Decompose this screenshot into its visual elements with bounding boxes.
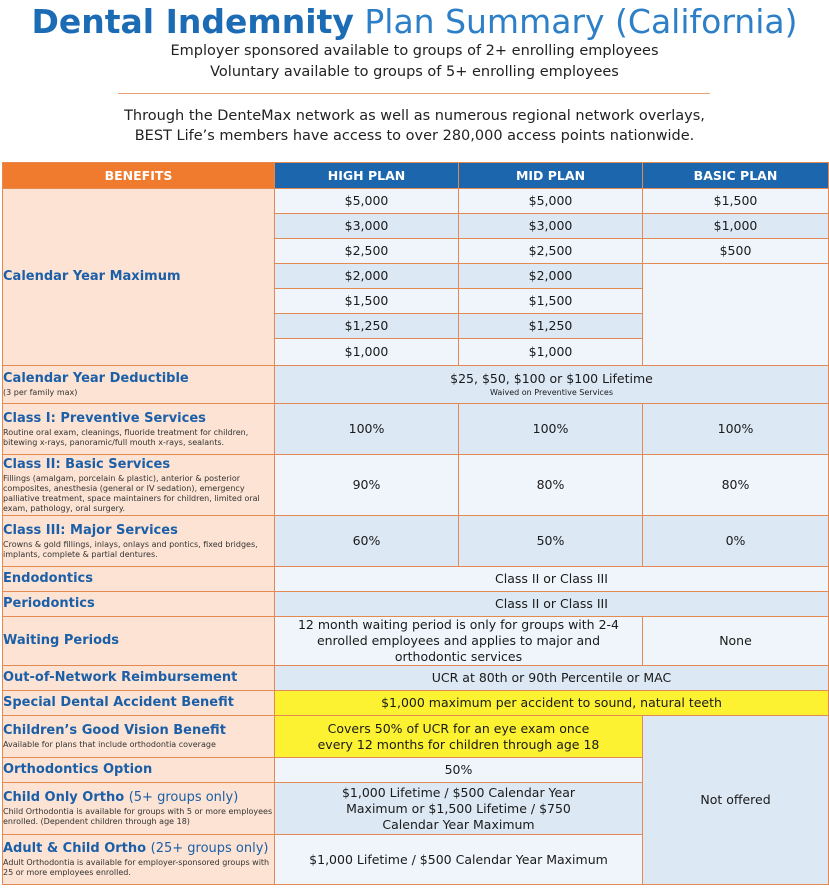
max-high-2: $3,000 bbox=[275, 214, 459, 239]
class3-row bbox=[3, 516, 829, 567]
label-adult-ortho: Adult & Child Ortho (25+ groups only) Adult Orthodontia is available for employer-sponsored groups with 25 or more employees enrolled. bbox=[3, 835, 275, 885]
label-periodontics: Periodontics bbox=[3, 592, 275, 617]
label-out-of-network: Out-of-Network Reimbursement bbox=[3, 666, 275, 691]
adult-ortho-value: $1,000 Lifetime / $500 Calendar Year Maximum bbox=[275, 835, 643, 885]
max-mid-1: $5,000 bbox=[459, 189, 643, 214]
label-vision-benefit: Children’s Good Vision Benefit Available for plans that include orthodontia coverage bbox=[3, 716, 275, 758]
label-orthodontics-option: Orthodontics Option bbox=[3, 758, 275, 783]
label-class1: Class I: Preventive Services Routine oral exam, cleanings, fluoride treatment for children, bitewing x-rays, panoramic/full mouth x-rays, sealants. bbox=[3, 404, 275, 455]
max-mid-4: $2,000 bbox=[459, 264, 643, 289]
max-basic-3: $500 bbox=[643, 239, 829, 264]
max-basic-empty bbox=[643, 264, 829, 366]
max-mid-5: $1,500 bbox=[459, 289, 643, 314]
page-header bbox=[0, 0, 829, 162]
deductible-value: $25, $50, $100 or $100 Lifetime Waived on Preventive Services bbox=[275, 366, 829, 404]
max-high-5: $1,500 bbox=[275, 289, 459, 314]
page-title: Dental Indemnity Plan Summary (California) bbox=[31, 2, 798, 41]
col-mid-plan: MID PLAN bbox=[459, 163, 643, 189]
plan-table bbox=[2, 162, 829, 885]
class2-mid: 80% bbox=[459, 455, 643, 516]
oon-row bbox=[3, 666, 829, 691]
class3-basic: 0% bbox=[643, 516, 829, 567]
perio-value: Class II or Class III bbox=[275, 592, 829, 617]
label-deductible: Calendar Year Deductible (3 per family max) bbox=[3, 366, 275, 404]
class3-mid: 50% bbox=[459, 516, 643, 567]
waiting-basic: None bbox=[643, 617, 829, 666]
oon-value: UCR at 80th or 90th Percentile or MAC bbox=[275, 666, 829, 691]
accident-row bbox=[3, 691, 829, 716]
label-accident-benefit: Special Dental Accident Benefit bbox=[3, 691, 275, 716]
max-mid-7: $1,000 bbox=[459, 339, 643, 366]
label-waiting-periods: Waiting Periods bbox=[3, 617, 275, 666]
class1-mid: 100% bbox=[459, 404, 643, 455]
label-child-ortho: Child Only Ortho (5+ groups only) Child Orthodontia is available for groups with 5 or more employees enrolled. (Dependent children through age 18) bbox=[3, 783, 275, 835]
max-mid-6: $1,250 bbox=[459, 314, 643, 339]
class2-high: 90% bbox=[275, 455, 459, 516]
label-calendar-year-maximum: Calendar Year Maximum bbox=[3, 189, 275, 366]
endo-row bbox=[3, 567, 829, 592]
max-high-6: $1,250 bbox=[275, 314, 459, 339]
col-high-plan: HIGH PLAN bbox=[275, 163, 459, 189]
accident-value: $1,000 maximum per accident to sound, natural teeth bbox=[275, 691, 829, 716]
class3-high: 60% bbox=[275, 516, 459, 567]
max-basic-1: $1,500 bbox=[643, 189, 829, 214]
class1-row bbox=[3, 404, 829, 455]
divider bbox=[118, 93, 710, 94]
max-basic-2: $1,000 bbox=[643, 214, 829, 239]
col-basic-plan: BASIC PLAN bbox=[643, 163, 829, 189]
class1-basic: 100% bbox=[643, 404, 829, 455]
child-ortho-value: $1,000 Lifetime / $500 Calendar Year Maximum or $1,500 Lifetime / $750 Calendar Year Maximum bbox=[275, 783, 643, 835]
header-row bbox=[3, 163, 829, 189]
max-high-4: $2,000 bbox=[275, 264, 459, 289]
max-row-1 bbox=[3, 189, 829, 214]
intro-line-2: BEST Life’s members have access to over 280,000 access points nationwide. bbox=[134, 128, 695, 144]
subtitle-employer: Employer sponsored available to groups of 2+ enrolling employees bbox=[170, 43, 659, 59]
ortho-value: 50% bbox=[275, 758, 643, 783]
vision-value: Covers 50% of UCR for an eye exam once every 12 months for children through age 18 bbox=[275, 716, 643, 758]
not-offered-cell: Not offered bbox=[643, 716, 829, 885]
max-high-1: $5,000 bbox=[275, 189, 459, 214]
class1-high: 100% bbox=[275, 404, 459, 455]
class2-row bbox=[3, 455, 829, 516]
waiting-value: 12 month waiting period is only for groups with 2-4 enrolled employees and applies to major and orthodontic services bbox=[275, 617, 643, 666]
endo-value: Class II or Class III bbox=[275, 567, 829, 592]
waiting-row bbox=[3, 617, 829, 666]
perio-row bbox=[3, 592, 829, 617]
col-benefits: BENEFITS bbox=[3, 163, 275, 189]
label-endodontics: Endodontics bbox=[3, 567, 275, 592]
intro-line-1: Through the DenteMax network as well as numerous regional network overlays, bbox=[124, 108, 705, 124]
vision-row bbox=[3, 716, 829, 758]
max-mid-2: $3,000 bbox=[459, 214, 643, 239]
class2-basic: 80% bbox=[643, 455, 829, 516]
max-mid-3: $2,500 bbox=[459, 239, 643, 264]
max-high-7: $1,000 bbox=[275, 339, 459, 366]
subtitle-voluntary: Voluntary available to groups of 5+ enrolling employees bbox=[210, 64, 619, 80]
label-class3: Class III: Major Services Crowns & gold fillings, inlays, onlays and pontics, fixed bridges, implants, complete & partial dentures. bbox=[3, 516, 275, 567]
deductible-row bbox=[3, 366, 829, 404]
max-high-3: $2,500 bbox=[275, 239, 459, 264]
label-class2: Class II: Basic Services Fillings (amalgam, porcelain & plastic), anterior & posterior composites, anesthesia (general or IV sedation), emergency palliative treatment, space maintainers for children, limited oral exam, pathology, oral surgery. bbox=[3, 455, 275, 516]
